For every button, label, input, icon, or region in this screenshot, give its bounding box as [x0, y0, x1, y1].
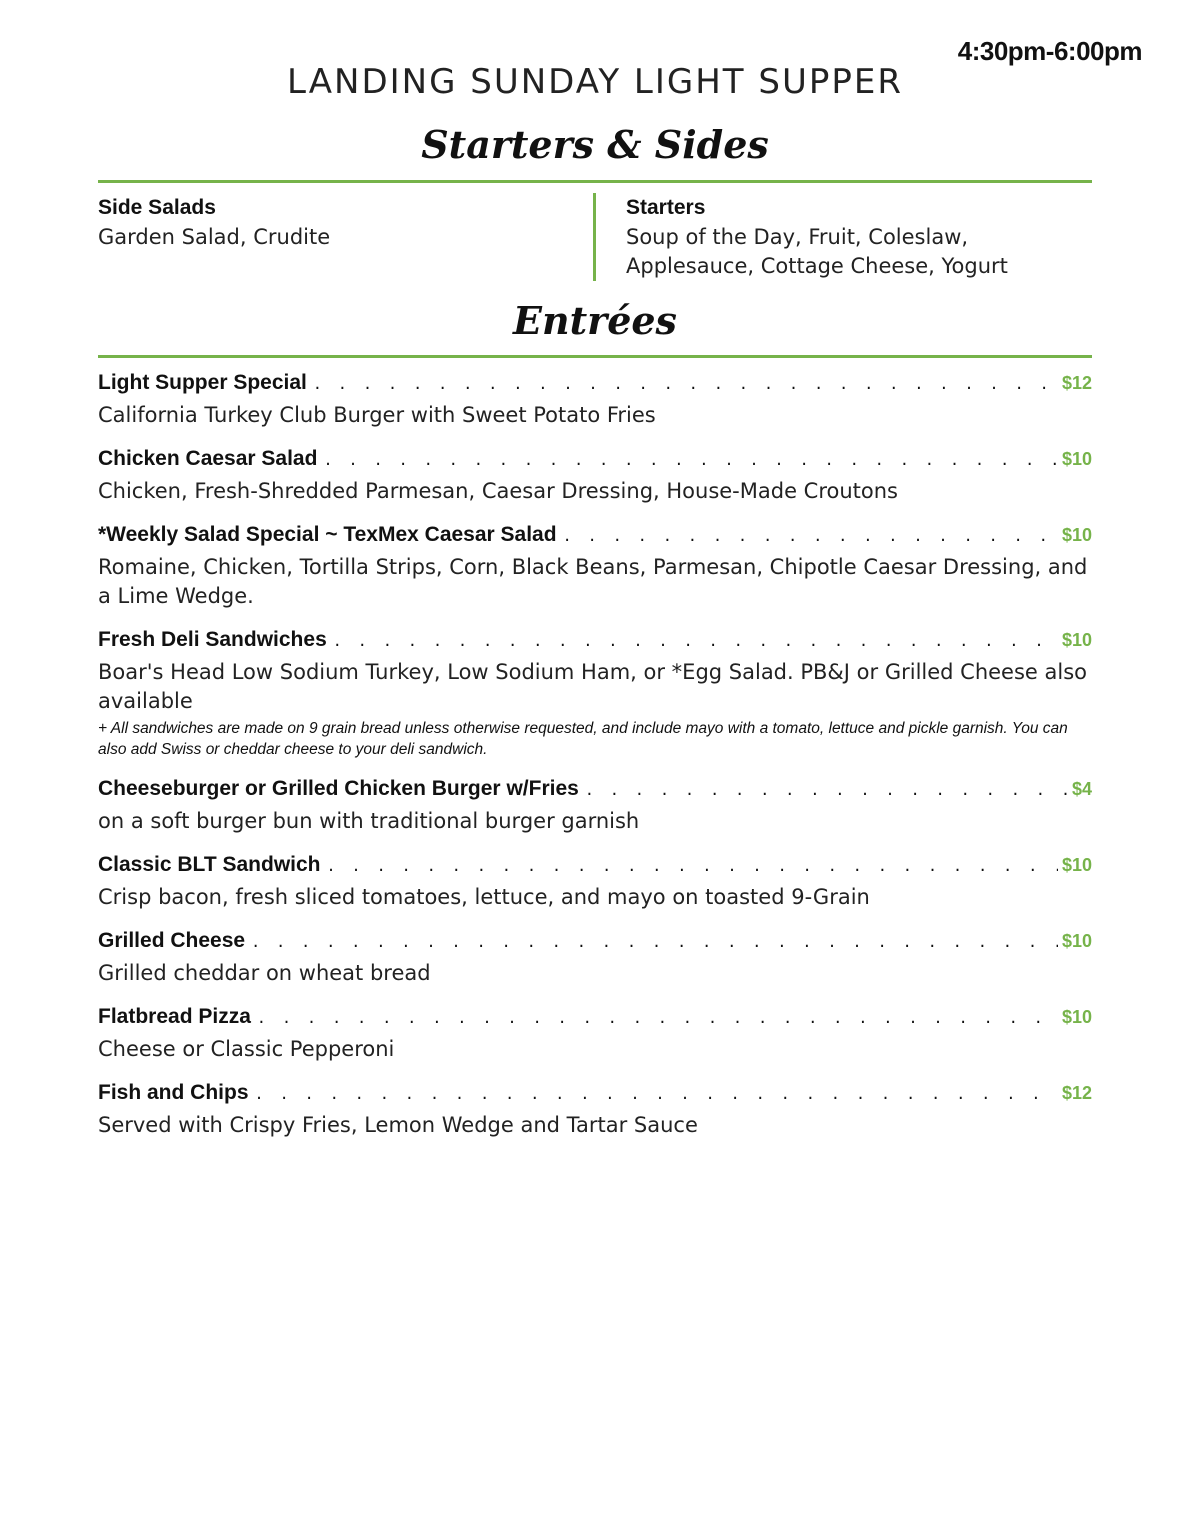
menu-item [98, 523, 1092, 611]
menu-item-description: Boar's Head Low Sodium Turkey, Low Sodium Ham, or *Egg Salad. PB&J or Grilled Cheese also available [98, 660, 1088, 713]
menu-item-description: Crisp bacon, fresh sliced tomatoes, lettuce, and mayo on toasted 9-Grain [98, 885, 870, 909]
dot-leader [333, 632, 1058, 650]
menu-item-price: $10 [1061, 630, 1092, 650]
dot-leader [313, 375, 1058, 393]
menu-item-name: Flatbread Pizza [98, 1005, 251, 1028]
dot-leader [563, 527, 1058, 545]
menu-item-description: on a soft burger bun with traditional burger garnish [98, 809, 640, 833]
menu-item-name: Grilled Cheese [98, 929, 246, 952]
starters-sides-panel [98, 193, 1092, 283]
menu-item [98, 929, 1092, 988]
menu-item-description: California Turkey Club Burger with Sweet Potato Fries [98, 403, 656, 427]
menu-item-description: Cheese or Classic Pepperoni [98, 1037, 395, 1061]
menu-item [98, 1081, 1092, 1140]
page-title: LANDING SUNDAY LIGHT SUPPER [287, 62, 903, 102]
menu-item-price: $10 [1061, 1007, 1092, 1027]
menu-item-price: $10 [1061, 525, 1092, 545]
menu-item-name: Fish and Chips [98, 1081, 249, 1104]
menu-item-description: Chicken, Fresh-Shredded Parmesan, Caesar Dressing, House-Made Croutons [98, 479, 898, 503]
dot-leader [323, 451, 1058, 469]
menu-item-name: Light Supper Special [98, 371, 307, 394]
column-divider [593, 193, 596, 281]
entrees-list [98, 371, 1092, 1157]
menu-item-price: $4 [1071, 779, 1092, 799]
starters-text-line2: Applesauce, Cottage Cheese, Yogurt [626, 254, 1008, 278]
menu-item-name: Classic BLT Sandwich [98, 853, 321, 876]
entrees-heading: Entrées [513, 298, 677, 343]
starters-divider [98, 180, 1092, 183]
starters-text-line1: Soup of the Day, Fruit, Coleslaw, [626, 225, 969, 249]
side-salads-column [98, 193, 588, 252]
menu-item-price: $12 [1061, 1083, 1092, 1103]
menu-item-name: *Weekly Salad Special ~ TexMex Caesar Salad [98, 523, 557, 546]
menu-item-name: Fresh Deli Sandwiches [98, 628, 327, 651]
starters-title: Starters [626, 196, 706, 219]
menu-item-price: $12 [1061, 373, 1092, 393]
menu-item-price: $10 [1061, 855, 1092, 875]
side-salads-text: Garden Salad, Crudite [98, 225, 331, 249]
menu-item [98, 1005, 1092, 1064]
menu-item [98, 447, 1092, 506]
dot-leader [255, 1085, 1058, 1103]
dot-leader [327, 857, 1058, 875]
dot-leader [585, 781, 1068, 799]
menu-item [98, 371, 1092, 430]
menu-item-name: Chicken Caesar Salad [98, 447, 318, 470]
menu-item-description: Grilled cheddar on wheat bread [98, 961, 431, 985]
entrees-divider [98, 355, 1092, 358]
menu-item-name: Cheeseburger or Grilled Chicken Burger w/Fries [98, 777, 579, 800]
service-hours: 4:30pm-6:00pm [957, 36, 1142, 66]
menu-item [98, 853, 1092, 912]
menu-item-price: $10 [1061, 931, 1092, 951]
starters-sides-heading: Starters & Sides [421, 122, 769, 167]
menu-item [98, 628, 1092, 760]
side-salads-title: Side Salads [98, 196, 216, 219]
dot-leader [251, 933, 1058, 951]
menu-item-description: Romaine, Chicken, Tortilla Strips, Corn, Black Beans, Parmesan, Chipotle Caesar Dressing, and a Lime Wedge. [98, 555, 1088, 608]
menu-item-description: Served with Crispy Fries, Lemon Wedge and Tartar Sauce [98, 1113, 698, 1137]
menu-item [98, 777, 1092, 836]
dot-leader [257, 1009, 1058, 1027]
menu-item-note: + All sandwiches are made on 9 grain bread unless otherwise requested, and include mayo with a tomato, lettuce and pickle garnish. You can also add Swiss or cheddar cheese to your deli sandwich. [98, 720, 1068, 758]
starters-column [626, 193, 1092, 281]
menu-item-price: $10 [1061, 449, 1092, 469]
